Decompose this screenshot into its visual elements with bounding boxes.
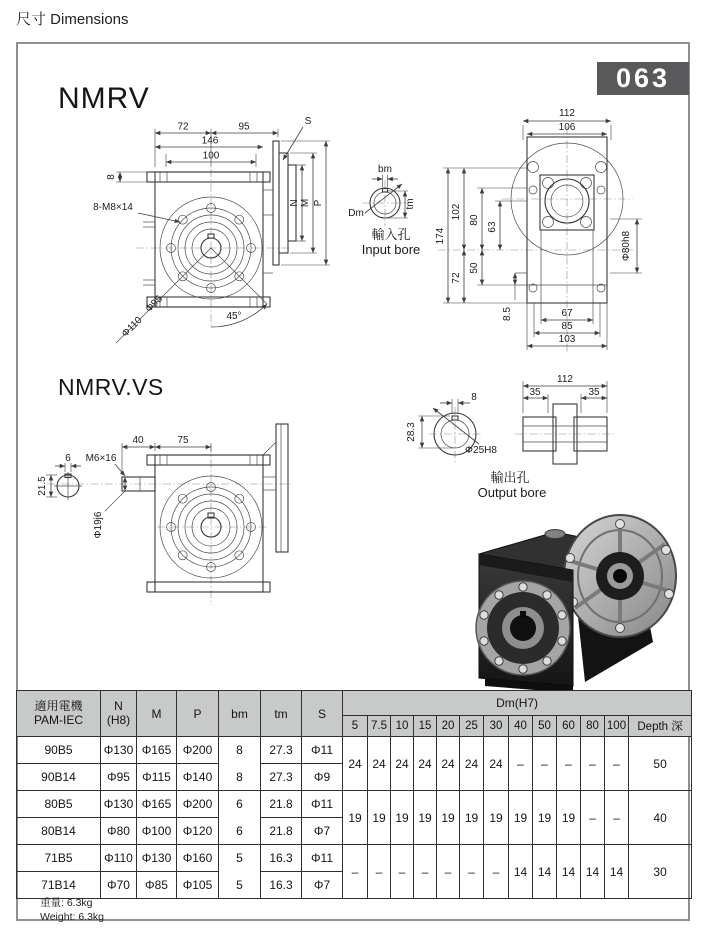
dim-6: 6 <box>65 453 71 464</box>
header-bm: bm <box>219 691 261 737</box>
header-n: N (H8) <box>101 691 137 737</box>
table-cell: 6 <box>219 791 261 818</box>
table-cell: 24 <box>391 737 414 791</box>
table-row <box>17 791 692 818</box>
table-cell: – <box>391 845 414 899</box>
front-view-dimensions <box>93 116 330 343</box>
header-dm-25: 25 <box>460 716 484 737</box>
table-cell: 14 <box>533 845 557 899</box>
table-cell: Φ200 <box>177 791 219 818</box>
header-m: M <box>137 691 177 737</box>
table-cell: 24 <box>343 737 368 791</box>
dim-85: 85 <box>561 321 573 332</box>
table-cell: Φ95 <box>101 764 137 791</box>
table-cell: Φ130 <box>137 845 177 872</box>
table-cell: 19 <box>391 791 414 845</box>
table-cell: 21.8 <box>261 818 302 845</box>
table-cell: – <box>605 791 629 845</box>
model-cell: 90B5 <box>17 737 101 764</box>
table-cell: 5 <box>219 872 261 899</box>
header-dm-40: 40 <box>509 716 533 737</box>
header-pam-iec-zh: 適用電機 <box>34 698 83 713</box>
dim-N: N <box>289 199 300 207</box>
dim-100: 100 <box>202 150 220 162</box>
table-cell: 16.3 <box>261 872 302 899</box>
table-cell: – <box>460 845 484 899</box>
vs-view-outline <box>54 424 288 592</box>
input-bore-outline <box>362 180 408 226</box>
table-cell: Φ11 <box>302 737 343 764</box>
figure-nmrv-vs-view <box>35 415 335 630</box>
header-dm-60: 60 <box>557 716 581 737</box>
table-cell: Φ140 <box>177 764 219 791</box>
dim-75: 75 <box>177 435 189 446</box>
table-cell: Φ165 <box>137 737 177 764</box>
dim-40: 40 <box>132 435 144 446</box>
table-cell: – <box>437 845 460 899</box>
weight-note <box>40 897 104 924</box>
dim-phi110: Φ110 <box>119 314 145 340</box>
figure-output-bore-section <box>395 370 645 510</box>
depth-cell: 40 <box>629 791 692 845</box>
table-cell: 14 <box>509 845 533 899</box>
dim-67: 67 <box>561 308 573 319</box>
dim-tm: tm <box>405 198 416 210</box>
dim-103: 103 <box>558 334 576 345</box>
header-dm-10: 10 <box>391 716 414 737</box>
table-cell: Φ115 <box>137 764 177 791</box>
output-bore-dimensions <box>406 392 497 456</box>
dim-72-back: 72 <box>451 272 462 284</box>
table-cell: 24 <box>460 737 484 791</box>
table-cell: Φ11 <box>302 845 343 872</box>
dim-106: 106 <box>558 122 576 133</box>
dim-112-section: 112 <box>557 374 573 385</box>
input-bore-caption-en: Input bore <box>361 242 421 257</box>
table-cell: 8 <box>219 764 261 791</box>
input-bore-caption-zh: 輸入孔 <box>371 227 411 242</box>
table-cell: 5 <box>219 845 261 872</box>
figure-nmrv-front-side-view <box>50 105 350 370</box>
dim-phi19j6: Φ19j6 <box>93 511 104 539</box>
dim-phi80h8: Φ80h8 <box>621 230 632 262</box>
table-cell: – <box>368 845 391 899</box>
table-cell: Φ200 <box>177 737 219 764</box>
size-badge: 063 <box>597 62 689 95</box>
table-cell: Φ85 <box>137 872 177 899</box>
table-cell: 16.3 <box>261 845 302 872</box>
model-cell: 80B14 <box>17 818 101 845</box>
output-bore-caption-en: Output bore <box>477 485 547 500</box>
model-cell: 90B14 <box>17 764 101 791</box>
weight-note-zh: 重量: 6.3kg <box>40 897 93 909</box>
table-cell: – <box>484 845 509 899</box>
table-cell: Φ130 <box>101 737 137 764</box>
dim-112: 112 <box>559 108 575 119</box>
dim-M: M <box>300 198 311 208</box>
dim-S: S <box>304 116 312 127</box>
table-cell: Φ70 <box>101 872 137 899</box>
header-dm-100: 100 <box>605 716 629 737</box>
table-cell: 27.3 <box>261 737 302 764</box>
dim-phi25h8: Φ25H8 <box>465 445 497 456</box>
table-cell: Φ9 <box>302 764 343 791</box>
dim-95: 95 <box>238 121 250 133</box>
table-cell: 19 <box>460 791 484 845</box>
header-dm-7p5: 7.5 <box>368 716 391 737</box>
hollow-shaft-section-outline <box>515 404 615 464</box>
table-cell: – <box>557 737 581 791</box>
table-cell: Φ110 <box>101 845 137 872</box>
table-cell: 6 <box>219 818 261 845</box>
back-view-dimensions <box>435 108 642 350</box>
figure-back-view <box>430 100 698 362</box>
header-dm-50: 50 <box>533 716 557 737</box>
table-cell: 8 <box>219 737 261 764</box>
table-cell: 24 <box>368 737 391 791</box>
vs-view-centerlines <box>47 445 291 605</box>
dim-P: P <box>313 199 324 207</box>
table-cell: 19 <box>343 791 368 845</box>
hollow-shaft-section-dimensions <box>523 374 607 413</box>
dim-63: 63 <box>487 221 498 233</box>
weight-note-en: Weight: 6.3kg <box>40 910 105 923</box>
model-cell: 71B14 <box>17 872 101 899</box>
bolt-pattern-label: 8-M8×14 <box>93 202 133 213</box>
depth-cell: 50 <box>629 737 692 791</box>
table-cell: 14 <box>581 845 605 899</box>
dim-m6x16: M6×16 <box>85 453 117 464</box>
table-cell: 19 <box>484 791 509 845</box>
table-cell: Φ7 <box>302 818 343 845</box>
model-cell: 71B5 <box>17 845 101 872</box>
dimension-table <box>16 690 692 899</box>
depth-cell: 30 <box>629 845 692 899</box>
dim-28p3: 28.3 <box>406 422 417 442</box>
table-cell: – <box>414 845 437 899</box>
table-cell: – <box>605 737 629 791</box>
table-cell: 19 <box>509 791 533 845</box>
series-title-nmrv-vs: NMRV.VS <box>58 374 164 400</box>
table-cell: Φ11 <box>302 791 343 818</box>
dim-8: 8 <box>106 174 117 180</box>
header-dm-5: 5 <box>343 716 368 737</box>
header-p: P <box>177 691 219 737</box>
table-cell: Φ105 <box>177 872 219 899</box>
dim-8p5: 8.5 <box>502 307 513 321</box>
page-title: 尺寸 Dimensions <box>16 11 129 28</box>
model-cell: 80B5 <box>17 791 101 818</box>
dim-102: 102 <box>451 203 462 221</box>
header-depth: Depth 深 <box>629 716 692 737</box>
table-cell: Φ120 <box>177 818 219 845</box>
table-row <box>17 737 692 764</box>
table-cell: 24 <box>437 737 460 791</box>
header-dm-15: 15 <box>414 716 437 737</box>
table-cell: Φ7 <box>302 872 343 899</box>
table-cell: 19 <box>533 791 557 845</box>
table-cell: – <box>581 737 605 791</box>
dim-80: 80 <box>469 214 480 226</box>
table-cell: 24 <box>414 737 437 791</box>
product-photo-illustration <box>455 492 695 688</box>
dim-8-key: 8 <box>471 392 477 403</box>
table-cell: – <box>343 845 368 899</box>
series-title-nmrv: NMRV <box>58 82 150 115</box>
front-view-outline <box>143 172 270 307</box>
table-cell: 19 <box>557 791 581 845</box>
table-cell: – <box>533 737 557 791</box>
back-view-centerlines <box>438 126 633 352</box>
table-cell: – <box>581 791 605 845</box>
header-pam-iec <box>17 691 101 737</box>
header-s: S <box>302 691 343 737</box>
rear-flange <box>564 515 676 637</box>
table-cell: Φ130 <box>101 791 137 818</box>
table-cell: 19 <box>437 791 460 845</box>
dim-phi95: Φ95 <box>143 293 165 315</box>
table-cell: 24 <box>484 737 509 791</box>
header-pam-iec-en: PAM-IEC <box>33 712 84 727</box>
dim-50: 50 <box>469 262 480 274</box>
dim-Dm: Dm <box>348 208 364 219</box>
dim-21p5: 21.5 <box>37 476 48 496</box>
header-dm-80: 80 <box>581 716 605 737</box>
table-cell: 19 <box>368 791 391 845</box>
table-row <box>17 845 692 872</box>
table-cell: Φ165 <box>137 791 177 818</box>
table-cell: 21.8 <box>261 791 302 818</box>
header-dm-30: 30 <box>484 716 509 737</box>
dim-146: 146 <box>201 135 219 147</box>
table-cell: 14 <box>605 845 629 899</box>
table-cell: 27.3 <box>261 764 302 791</box>
header-dm-group: Dm(H7) <box>343 691 692 716</box>
header-dm-20: 20 <box>437 716 460 737</box>
front-flange <box>476 581 570 675</box>
dim-174: 174 <box>435 227 446 245</box>
table-cell: Φ80 <box>101 818 137 845</box>
table-cell: Φ100 <box>137 818 177 845</box>
header-tm: tm <box>261 691 302 737</box>
dim-35-left: 35 <box>529 387 541 398</box>
table-cell: 19 <box>414 791 437 845</box>
dim-35-right: 35 <box>588 387 600 398</box>
output-bore-caption-zh: 輸出孔 <box>490 470 530 485</box>
table-cell: Φ160 <box>177 845 219 872</box>
dim-45deg: 45° <box>226 311 242 322</box>
table-cell: 14 <box>557 845 581 899</box>
vs-view-dimensions <box>37 435 211 538</box>
dim-bm: bm <box>378 164 392 175</box>
dim-72: 72 <box>177 121 189 133</box>
table-cell: – <box>509 737 533 791</box>
